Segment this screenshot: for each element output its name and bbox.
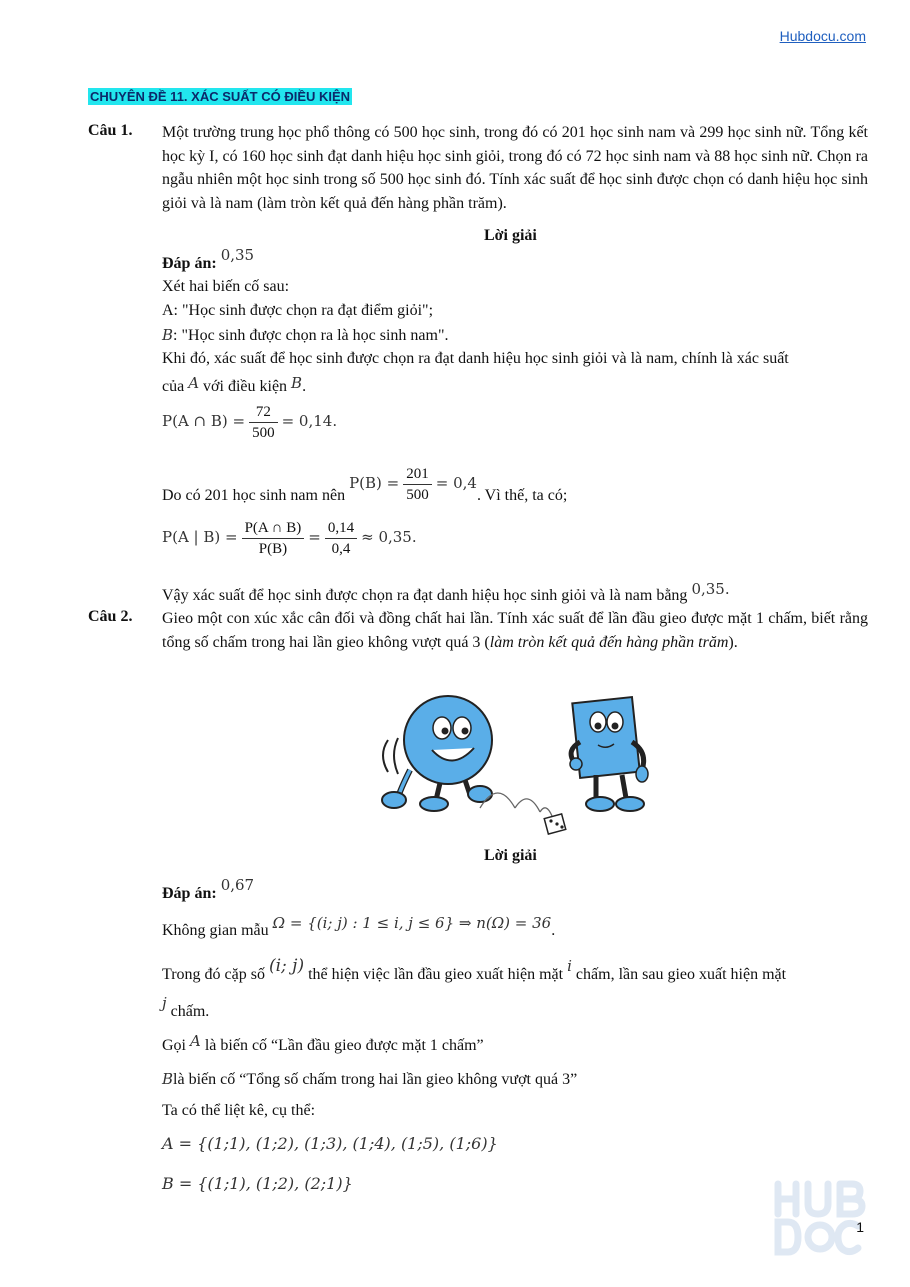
eq3-equals: = [308, 528, 321, 547]
question-1-label: Câu 1. [88, 122, 133, 139]
text-cua: của [162, 378, 185, 395]
set-a: A = {(1;1), (1;2), (1;3), (1;4), (1;5), (1;6)} [162, 1134, 498, 1153]
question-2-problem [162, 607, 868, 654]
solution-1-line-5 [162, 374, 307, 396]
motion-lines-icon [383, 738, 398, 774]
eq1-denominator: 500 [252, 425, 275, 441]
text-goi: Gọi [162, 1037, 186, 1054]
text-khong-gian-mau: Không gian mẫu [162, 922, 269, 939]
text-cham-lan-sau: chấm, lần sau gieo xuất hiện mặt [575, 966, 787, 983]
conclusion-text: Vậy xác suất để học sinh được chọn ra đạt danh hiệu học sinh giỏi và là nam bằng [162, 587, 688, 604]
var-j: j [162, 994, 167, 1012]
var-b-3: B [162, 1070, 174, 1088]
solution-2-line-1 [162, 914, 556, 939]
equation-p-a-and-b [162, 402, 337, 443]
question-1-problem: Một trường trung học phổ thông có 500 học sinh, trong đó có 201 học sinh nam và 299 học sinh nữ. Tổng kết học kỳ I, có 160 học sinh đạt danh hiệu học sinh giỏi, trong đó có 72 học sinh nam và 88 học sinh nữ. Chọn ra ngẫu nhiên một học sinh trong số 500 học sinh đó. Tính xác suất để học sinh được chọn có danh hiệu học sinh giỏi và là nam (làm tròn kết quả đến hàng phần trăm). [162, 124, 868, 212]
eq1-fraction [249, 402, 278, 443]
chapter-title: CHUYÊN ĐỀ 11. XÁC SUẤT CÓ ĐIỀU KIỆN [90, 89, 351, 104]
eq3-denominator-2: 0,4 [331, 541, 351, 557]
var-b-2: B [291, 374, 303, 392]
solution-1-line-2: A: "Học sinh được chọn ra đạt điểm giỏi"; [162, 302, 434, 319]
answer-label-2: Đáp án: [162, 885, 217, 902]
solution-2-line-5 [162, 1070, 577, 1089]
var-b: B [162, 326, 174, 344]
eq2-rhs: = 0,4 [435, 474, 477, 493]
solution-2-line-2 [162, 956, 787, 983]
period-2: . [551, 922, 556, 939]
solution-1-line-1: Xét hai biến cố sau: [162, 278, 290, 295]
answer-1 [162, 246, 255, 273]
text-cap-so: Trong đó cặp số [162, 966, 265, 983]
eq2-denominator: 500 [406, 487, 429, 503]
solution-1-line-4: Khi đó, xác suất để học sinh được chọn ra đạt danh hiệu học sinh giỏi và là nam, chính là xác suất [162, 350, 789, 367]
round-character-icon [382, 696, 492, 811]
eq3-numerator-2: 0,14 [325, 518, 357, 539]
text-vi-the: . Vì thế, ta có; [476, 487, 568, 505]
solution-heading-2: Lời giải [484, 847, 537, 864]
solution-1-line-6 [162, 464, 567, 505]
problem-2-end: ). [728, 633, 738, 651]
dice-icon [544, 814, 566, 834]
pair-ij: (i; j) [268, 956, 305, 976]
event-b-text-2: là biến cố “Tổng số chấm trong hai lần gieo không vượt quá 3” [173, 1071, 578, 1088]
text-dieu-kien: với điều kiện [203, 378, 288, 395]
problem-2-text: Gieo một con xúc xắc cân đối và đồng chất hai lần. Tính xác suất để lần đầu gieo được mặt 1 chấm, biết rằng tổng số chấm trong hai lần gieo không vượt quá 3 ( [162, 610, 868, 651]
answer-label: Đáp án: [162, 255, 217, 272]
var-i: i [567, 957, 572, 975]
solution-1-conclusion [162, 580, 730, 605]
eq3-rhs: ≈ 0,35. [361, 528, 417, 547]
eq3-fraction-1 [242, 518, 305, 559]
eq2-numerator: 201 [403, 464, 432, 485]
eq1-rhs: = 0,14. [281, 412, 338, 431]
square-character-icon [570, 697, 648, 811]
eq2-lhs: P(B) = [349, 474, 400, 493]
text-do-co: Do có 201 học sinh nam nên [162, 487, 346, 505]
answer-value-2: 0,67 [220, 876, 255, 894]
equation-conditional [162, 518, 417, 559]
text-cham: chấm. [170, 1003, 210, 1020]
solution-2-line-3 [162, 994, 210, 1020]
problem-2-italic: làm tròn kết quả đến hàng phần trăm [489, 633, 729, 651]
eq1-lhs: P(A ∩ B) = [162, 412, 246, 431]
event-b-text: : "Học sinh được chọn ra là học sinh nam". [173, 327, 449, 344]
dice-cartoon-illustration [370, 690, 670, 840]
solution-2-line-4 [162, 1032, 484, 1055]
var-a-2: A [190, 1032, 201, 1050]
hubdocu-logo-watermark [772, 1178, 882, 1258]
text-the-hien: thể hiện việc lần đầu gieo xuất hiện mặt [308, 966, 564, 983]
eq1-numerator: 72 [249, 402, 278, 423]
eq2-fraction [403, 464, 432, 505]
conclusion-value: 0,35. [691, 580, 730, 598]
solution-heading-1: Lời giải [484, 227, 537, 244]
eq3-denominator-1: P(B) [258, 541, 288, 557]
period: . [302, 378, 307, 395]
solution-1-line-3 [162, 326, 449, 345]
solution-2-line-6: Ta có thể liệt kê, cụ thể: [162, 1102, 316, 1119]
eq3-numerator-1: P(A ∩ B) [242, 518, 305, 539]
set-b: B = {(1;1), (1;2), (2;1)} [162, 1174, 353, 1193]
var-a: A [188, 374, 200, 392]
sample-space-expression: Ω = {(i; j) : 1 ≤ i, j ≤ 6} ⇒ n(Ω) = 36 [272, 914, 552, 932]
question-2-label: Câu 2. [88, 608, 133, 625]
page-number: 1 [856, 1219, 864, 1235]
eq3-lhs: P(A | B) = [162, 528, 238, 547]
eq3-fraction-2 [325, 518, 357, 559]
site-link[interactable]: Hubdocu.com [779, 28, 866, 44]
event-a-text: là biến cố “Lần đầu gieo được mặt 1 chấm” [204, 1037, 484, 1054]
answer-2 [162, 876, 255, 903]
answer-value: 0,35 [220, 246, 255, 264]
